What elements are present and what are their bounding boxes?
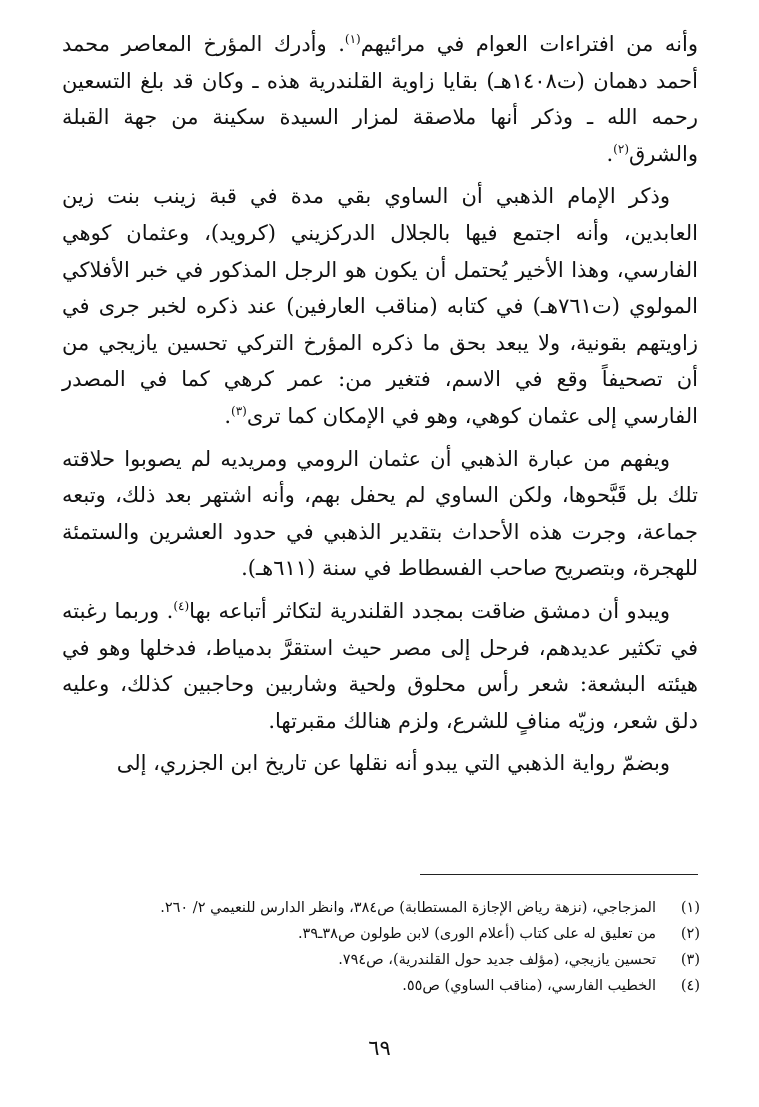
footnote-number: (٤)	[680, 978, 700, 994]
footnote-divider	[420, 874, 698, 875]
paragraph-2-text: وذكر الإمام الذهبي أن الساوي بقي مدة في قبة زينب بنت زين العابدين، وأنه اجتمع فيها بالجلال الدركزيني (كرويد)، وعثمان كوهي الفارسي، وهذا الأخير يُحتمل أن يكون هو الرجل المذكور في خبر الأفلاكي المولوي (ت٧٦١هـ) في كتابه (مناقب العارفين) عند ذكره لخبر جرى في زاويتهم بقونية، ولا يبعد بحق ما ذكره المؤرخ التركي تحسين يازيجي من أن تصحيفاً وقع في الاسم، فتغير من: عمر كرهي كما في المصدر الفارسي إلى عثمان كوهي، وهو في الإمكان كما ترى	[62, 184, 698, 428]
footnote-text: المزجاجي، (نزهة رياض الإجازة المستطابة) ص٣٨٤، وانظر الدارس للنعيمي ٢/ ٢٦٠.	[160, 900, 656, 916]
footnote-item	[80, 921, 700, 947]
page-number: ٦٩	[368, 1036, 391, 1060]
footnote-item	[80, 973, 700, 999]
paragraph-2	[62, 178, 698, 434]
footnote-item	[80, 895, 700, 921]
paragraph-1	[62, 26, 698, 172]
paragraph-3	[62, 441, 698, 587]
paragraph-1-end: .	[606, 141, 614, 166]
paragraph-5-text: وبضمّ رواية الذهبي التي يبدو أنه نقلها عن تاريخ ابن الجزري، إلى	[116, 751, 670, 776]
footnote-text: الخطيب الفارسي، (مناقب الساوي) ص٥٥.	[402, 978, 656, 994]
main-text	[62, 26, 698, 788]
footnote-text: من تعليق له على كتاب (أعلام الورى) لابن طولون ص٣٨ـ٣٩.	[297, 926, 656, 942]
footnote-item	[80, 947, 700, 973]
footnote-text: تحسين يازيجي، (مؤلف جديد حول القلندرية)، ص٧٩٤.	[338, 952, 656, 968]
paragraph-4-text-cont: . وربما رغبته في تكثير عديدهم، فرحل إلى مصر حيث استقرَّ بدمياط، فدخلها وهو في هيئته البشعة: شعر رأس محلوق ولحية وشاربين وحاجبين كذلك، وعليه دلق شعر، وزيّه منافٍ للشرع، ولزم هنالك مقبرتها.	[62, 598, 698, 733]
footnotes-section	[80, 895, 700, 999]
footnote-ref-2[interactable]: (٢)	[613, 141, 629, 156]
paragraph-3-text: ويفهم من عبارة الذهبي أن عثمان الرومي ومريديه لم يصوبوا حلاقته تلك بل قَبَّحوها، ولكن الساوي لم يحفل بهم، وأنه اشتهر بعد ذلك، وتبعه جماعة، وجرت هذه الأحداث بتقدير الذهبي في حدود العشرين والستمئة للهجرة، وبتصريح صاحب الفسطاط في سنة (٦١١هـ).	[62, 446, 698, 581]
paragraph-4-text: ويبدو أن دمشق ضاقت بمجدد القلندرية لتكاثر أتباعه بها	[189, 598, 671, 623]
footnote-ref-4[interactable]: (٤)	[173, 598, 190, 613]
paragraph-4	[62, 593, 698, 739]
footnote-number: (١)	[680, 900, 700, 916]
paragraph-1-text: وأنه من افتراءات العوام في مرائيهم	[360, 32, 698, 56]
footnote-number: (٢)	[680, 926, 700, 942]
paragraph-5	[62, 745, 698, 782]
footnote-ref-1[interactable]: (١)	[344, 32, 361, 46]
footnote-number: (٣)	[680, 952, 700, 968]
paragraph-1-text-cont: . وأدرك المؤرخ المعاصر محمد أحمد دهمان (ت١٤٠٨هـ) بقايا زاوية القلندرية هذه ـ وكان قد بلغ التسعين رحمه الله ـ وذكر أنها ملاصقة لمزار السيدة سكينة من جهة القبلة والشرق	[62, 32, 698, 166]
footnote-ref-3[interactable]: (٣)	[231, 403, 247, 418]
paragraph-2-end: .	[224, 403, 232, 428]
